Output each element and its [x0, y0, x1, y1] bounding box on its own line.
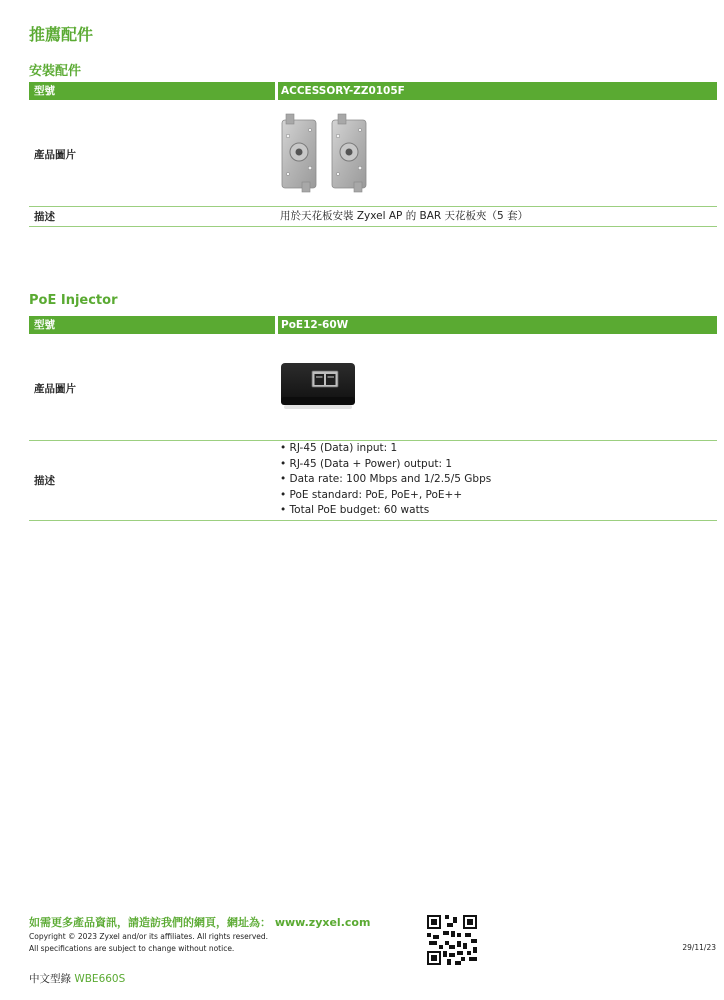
row-divider: [29, 206, 717, 207]
qr-code-icon[interactable]: [427, 915, 477, 965]
description-label: 描述: [34, 211, 55, 223]
footer-copyright: Copyright © 2023 Zyxel and/or its affiliates. All rights reserved.: [29, 932, 269, 941]
model-header-label: 型號: [34, 319, 55, 331]
ceiling-bracket-image: [276, 112, 372, 196]
spec-bullet-list: [280, 441, 491, 519]
page-title: 推薦配件: [29, 25, 94, 44]
section-title-mounting: 安裝配件: [29, 64, 82, 79]
footer-cta: [29, 914, 370, 930]
spec-bullet: • Total PoE budget: 60 watts: [280, 504, 430, 516]
footer-model-name: WBE660S: [74, 973, 126, 985]
footer-website-link[interactable]: www.zyxel.com: [274, 916, 371, 929]
poe-injector-image: [280, 359, 356, 411]
spec-bullet: • RJ-45 (Data) input: 1: [280, 442, 398, 454]
model-header-label: 型號: [34, 85, 55, 97]
bracket-left: [282, 114, 316, 192]
header-separator: [275, 82, 278, 100]
spec-header-row: [29, 82, 717, 100]
doc-type-label: 中文型錄: [29, 973, 71, 985]
bracket-right: [332, 114, 366, 192]
spec-bullet: • PoE standard: PoE, PoE+, PoE++: [280, 488, 463, 501]
footer-notice: All specifications are subject to change without notice.: [29, 944, 235, 953]
row-divider: [29, 520, 717, 521]
footer-model-line: [29, 971, 125, 986]
footer-date: 29/11/23: [682, 943, 716, 952]
model-value: ACCESSORY-ZZ0105F: [281, 85, 405, 97]
row-divider: [29, 226, 717, 227]
description-text: 用於天花板安裝 Zyxel AP 的 BAR 天花板夾（5 套）: [280, 210, 529, 222]
spec-bullet: • Data rate: 100 Mbps and 1/2.5/5 Gbps: [280, 473, 492, 485]
spec-bullet: • RJ-45 (Data + Power) output: 1: [280, 457, 453, 470]
footer-cta-text: 如需更多產品資訊，請造訪我們的網頁，網址為：: [29, 916, 271, 929]
model-value: PoE12-60W: [281, 319, 349, 331]
product-image-label: 產品圖片: [34, 383, 76, 395]
description-label: 描述: [34, 475, 55, 487]
product-image-label: 產品圖片: [34, 149, 76, 161]
header-separator: [275, 316, 278, 334]
section-title-poe: PoE Injector: [29, 293, 118, 308]
spec-header-row: [29, 316, 717, 334]
